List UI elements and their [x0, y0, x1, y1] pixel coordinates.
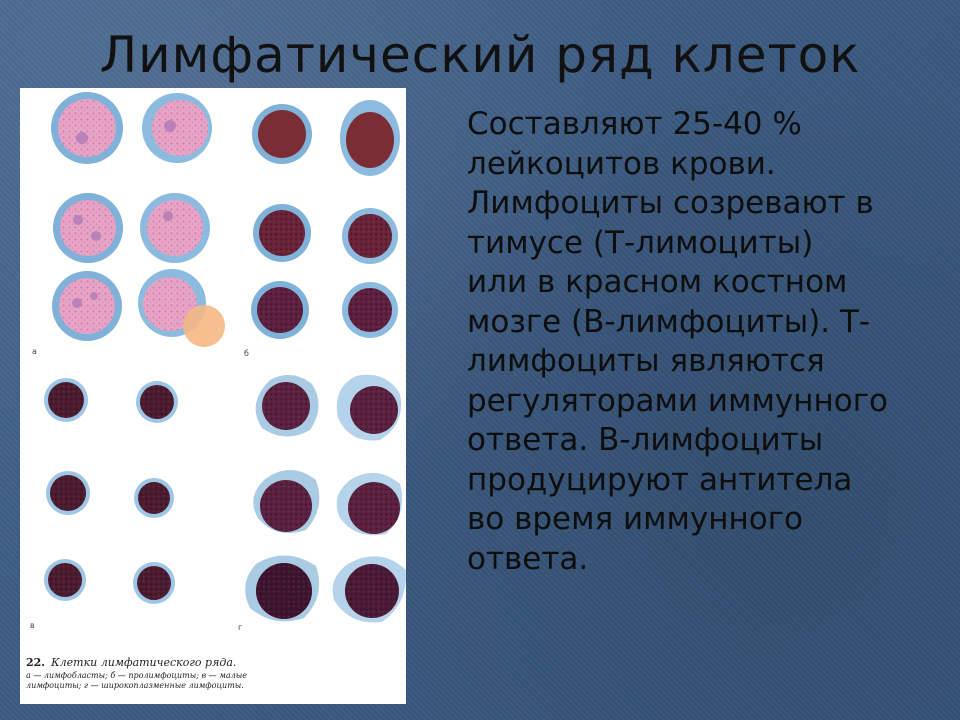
figure-caption-title: Клетки лимфатического ряда.: [51, 656, 237, 669]
small-lymphocyte-cell: [44, 559, 86, 601]
slide-body-text: [467, 105, 947, 579]
panel-label-v: в: [30, 621, 35, 630]
prolymphocyte-cell: [342, 282, 398, 338]
lymphoblast-cell: [140, 193, 210, 263]
small-lymphocyte-cell: [134, 478, 174, 518]
cell-illustration: [20, 88, 406, 648]
prolymphocyte-cell: [253, 204, 311, 262]
prolymphocyte-cell: [342, 208, 398, 264]
wide-lymphocyte-cell: [337, 473, 402, 535]
body-text-line: Лимфоциты созревают в: [467, 185, 874, 221]
wide-lymphocyte-cell: [256, 375, 319, 437]
prolymphocyte-cell: [252, 104, 312, 164]
body-text-line: тимусе (Т-лимоциты): [467, 224, 814, 261]
body-text-line: или в красном костном: [467, 264, 848, 300]
body-text-line: мозге (В-лимфоциты). Т-: [467, 303, 871, 340]
body-text-line: ответа.: [467, 540, 589, 577]
slide-title: Лимфатический ряд клеток: [99, 26, 861, 84]
panel-label-a: а: [32, 347, 37, 356]
lymphoblast-cell: [53, 193, 123, 263]
panel-v-small-lymphocytes: [30, 378, 178, 630]
figure-caption-description: а — лимфобласты; б — пролимфоциты; в — малые лимфоциты; г — широкоплазменные лимфоциты.: [26, 671, 247, 690]
lymphoblast-cell: [142, 93, 212, 163]
prolymphocyte-cell: [251, 281, 309, 339]
lymphoblast-cell: [52, 271, 122, 341]
small-lymphocyte-cell: [46, 471, 90, 515]
prolymphocyte-cell: [340, 100, 400, 176]
small-lymphocyte-cell: [133, 562, 175, 604]
body-text-line: ответа. В-лимфоциты: [467, 422, 824, 458]
figure-number: 22.: [26, 656, 46, 669]
body-text-line: регуляторами иммунного: [467, 382, 888, 419]
body-text-line: во время иммунного: [467, 501, 804, 537]
panel-a-lymphoblasts: [32, 92, 225, 356]
panel-g-wide-lymphocytes: [238, 375, 406, 632]
body-text-line: Составляют 25-40 %: [467, 106, 802, 142]
wide-lymphocyte-cell: [253, 470, 319, 533]
body-text-line: лейкоцитов крови.: [467, 145, 776, 182]
panel-label-b: б: [244, 349, 249, 358]
figure-caption: [26, 656, 402, 691]
body-text-line: продуцируют антитела: [467, 461, 853, 498]
panel-b-prolymphocytes: [244, 100, 400, 358]
wide-lymphocyte-cell: [333, 556, 406, 622]
panel-label-g: г: [238, 623, 243, 632]
wide-lymphocyte-cell: [337, 375, 401, 441]
wide-lymphocyte-cell: [245, 555, 319, 621]
body-text-line: лимфоциты являются: [467, 343, 825, 379]
small-lymphocyte-cell: [136, 381, 178, 423]
platelet-blob: [183, 305, 225, 347]
small-lymphocyte-cell: [44, 378, 88, 422]
lymphoid-cells-figure: [20, 88, 406, 704]
lymphoblast-cell: [51, 92, 123, 164]
